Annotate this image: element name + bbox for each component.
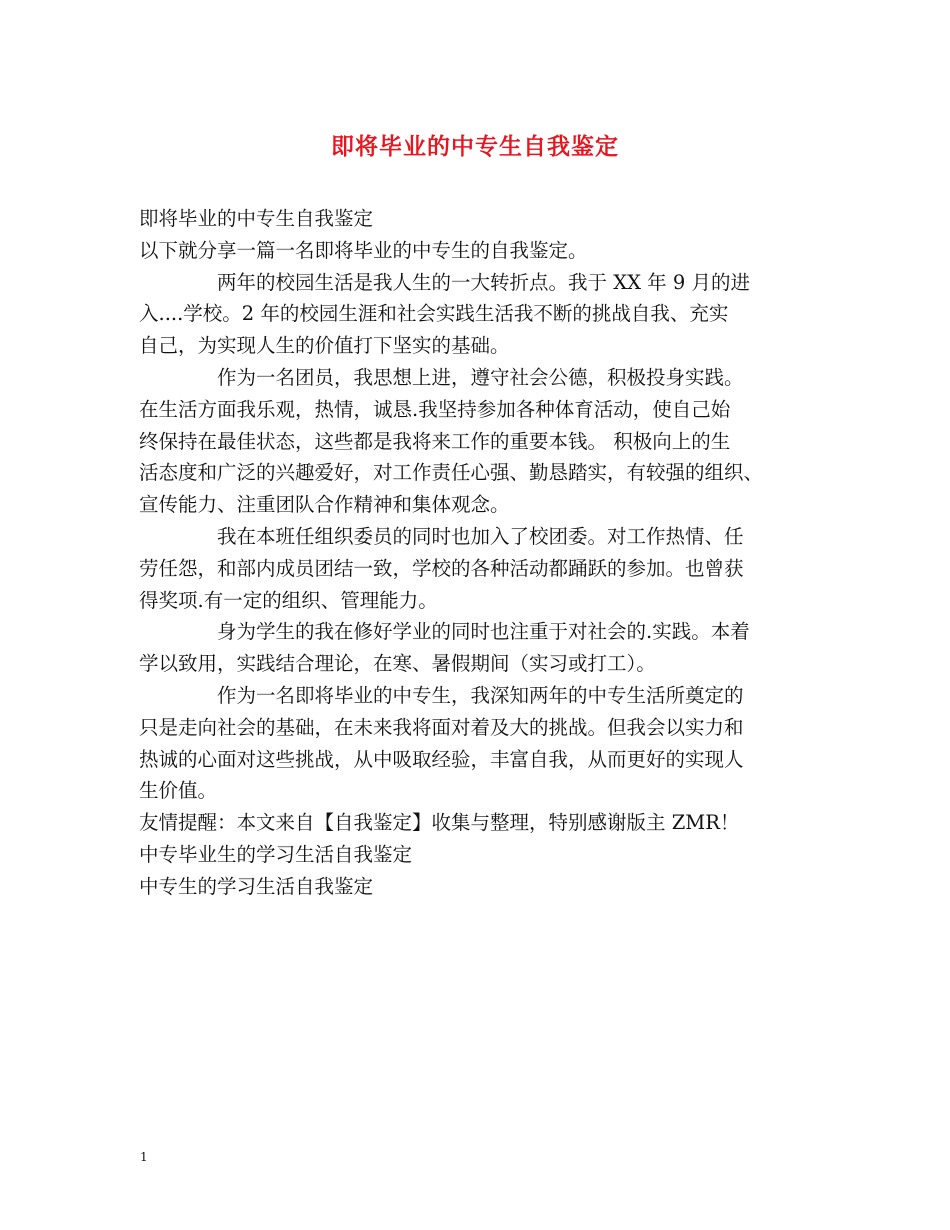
page-number: 1: [140, 1150, 148, 1164]
body-line: 学以致用，实践结合理论，在寒、暑假期间（实习或打工）。: [139, 652, 656, 676]
body-line: 以下就分享一篇一名即将毕业的中专生的自我鉴定。: [139, 238, 588, 262]
paragraph-first-line: 两年的校园生活是我人生的一大转折点。我于 XX 年 9 月的进: [217, 270, 750, 294]
body-line: 热诚的心面对这些挑战，从中吸取经验，丰富自我，从而更好的实现人: [139, 747, 744, 771]
body-line: 活态度和广泛的兴趣爱好，对工作责任心强、勤恳踏实，有较强的组织、: [139, 461, 764, 485]
paragraph-first-line: 我在本班任组织委员的同时也加入了校团委。对工作热情、任: [217, 524, 744, 548]
document-body: [139, 203, 829, 903]
body-line: 得奖项.有一定的组织、管理能力。: [139, 588, 438, 612]
related-article-link[interactable]: 中专生的学习生活自我鉴定: [139, 874, 374, 898]
paragraph-first-line: 作为一名即将毕业的中专生，我深知两年的中专生活所奠定的: [217, 683, 744, 707]
reminder-note: 友情提醒：本文来自【自我鉴定】收集与整理，特别感谢版主 ZMR！: [139, 811, 740, 835]
body-line: 生价值。: [139, 779, 218, 803]
related-article-link[interactable]: 中专毕业生的学习生活自我鉴定: [139, 842, 413, 866]
body-line: 在生活方面我乐观，热情，诚恳.我坚持参加各种体育活动，使自己始: [139, 397, 731, 421]
body-line: 自己，为实现人生的价值打下坚实的基础。: [139, 334, 510, 358]
document-title: 即将毕业的中专生自我鉴定: [331, 133, 619, 160]
body-line: 入....学校。2 年的校园生涯和社会实践生活我不断的挑战自我、充实: [139, 302, 729, 326]
body-line: 即将毕业的中专生自我鉴定: [139, 207, 374, 230]
body-line: 宣传能力、注重团队合作精神和集体观念。: [139, 493, 510, 517]
paragraph-first-line: 身为学生的我在修好学业的同时也注重于对社会的.实践。本着: [217, 620, 750, 644]
body-line: 劳任怨，和部内成员团结一致，学校的各种活动都踊跃的参加。也曾获: [139, 556, 744, 580]
body-line: 终保持在最佳状态，这些都是我将来工作的重要本钱。 积极向上的生: [139, 429, 731, 453]
paragraph-first-line: 作为一名团员，我思想上进，遵守社会公德，积极投身实践。: [217, 365, 744, 389]
body-line: 只是走向社会的基础，在未来我将面对着及大的挑战。但我会以实力和: [139, 715, 744, 739]
